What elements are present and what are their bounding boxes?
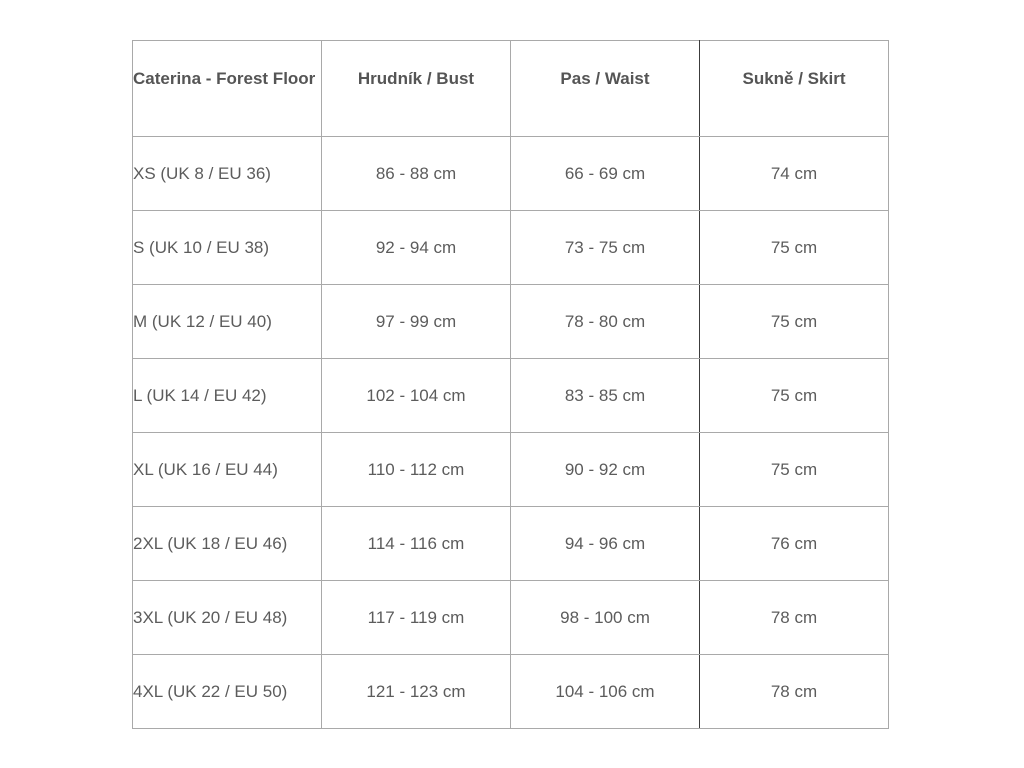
bust-value: 114 - 116 cm (322, 507, 511, 581)
bust-value: 92 - 94 cm (322, 211, 511, 285)
table-row (133, 211, 889, 285)
table-row (133, 137, 889, 211)
size-label: 4XL (UK 22 / EU 50) (133, 655, 322, 729)
size-chart-table (132, 40, 889, 729)
table-row (133, 359, 889, 433)
header-waist: Pas / Waist (511, 41, 700, 137)
table-row (133, 285, 889, 359)
bust-value: 117 - 119 cm (322, 581, 511, 655)
table-row (133, 581, 889, 655)
skirt-value: 75 cm (700, 285, 889, 359)
header-product-name: Caterina - Forest Floor (133, 41, 322, 137)
skirt-value: 78 cm (700, 655, 889, 729)
waist-value: 66 - 69 cm (511, 137, 700, 211)
table-row (133, 655, 889, 729)
size-label: S (UK 10 / EU 38) (133, 211, 322, 285)
size-label: 2XL (UK 18 / EU 46) (133, 507, 322, 581)
skirt-value: 74 cm (700, 137, 889, 211)
waist-value: 94 - 96 cm (511, 507, 700, 581)
skirt-value: 75 cm (700, 359, 889, 433)
waist-value: 104 - 106 cm (511, 655, 700, 729)
bust-value: 97 - 99 cm (322, 285, 511, 359)
waist-value: 73 - 75 cm (511, 211, 700, 285)
waist-value: 83 - 85 cm (511, 359, 700, 433)
header-bust: Hrudník / Bust (322, 41, 511, 137)
header-skirt: Sukně / Skirt (700, 41, 889, 137)
size-label: L (UK 14 / EU 42) (133, 359, 322, 433)
waist-value: 78 - 80 cm (511, 285, 700, 359)
table-header-row (133, 41, 889, 137)
waist-value: 90 - 92 cm (511, 433, 700, 507)
size-label: 3XL (UK 20 / EU 48) (133, 581, 322, 655)
table-row (133, 433, 889, 507)
bust-value: 121 - 123 cm (322, 655, 511, 729)
skirt-value: 76 cm (700, 507, 889, 581)
size-label: XL (UK 16 / EU 44) (133, 433, 322, 507)
bust-value: 110 - 112 cm (322, 433, 511, 507)
size-label: XS (UK 8 / EU 36) (133, 137, 322, 211)
skirt-value: 75 cm (700, 211, 889, 285)
bust-value: 102 - 104 cm (322, 359, 511, 433)
table-row (133, 507, 889, 581)
skirt-value: 75 cm (700, 433, 889, 507)
waist-value: 98 - 100 cm (511, 581, 700, 655)
bust-value: 86 - 88 cm (322, 137, 511, 211)
size-label: M (UK 12 / EU 40) (133, 285, 322, 359)
skirt-value: 78 cm (700, 581, 889, 655)
